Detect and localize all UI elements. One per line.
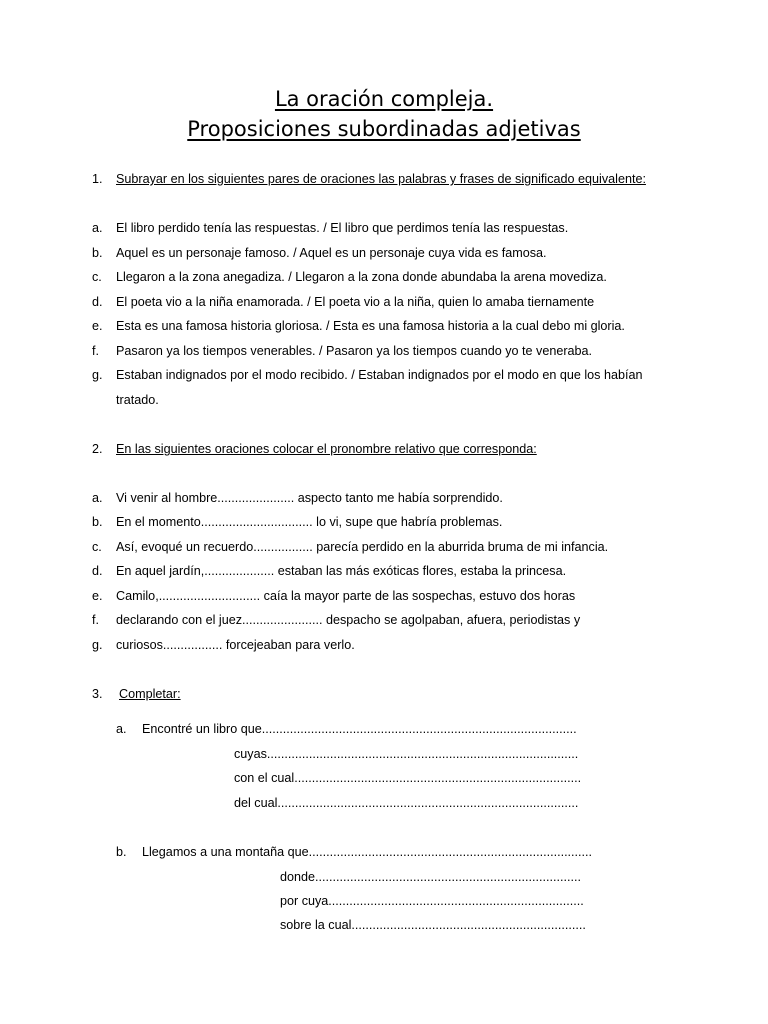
fill-in-line: Encontré un libro que..........................................................................................: [142, 722, 577, 736]
fill-in-line: sobre la cual...................................................................: [280, 918, 586, 932]
title-line-2: Proposiciones subordinadas adjetivas: [187, 117, 581, 141]
list-item: Vi venir al hombre...................... aspecto tanto me había sorprendido.: [116, 491, 503, 505]
section-3-number: 3.: [92, 687, 103, 701]
list-item: declarando con el juez....................... despacho se agolpaban, afuera, periodistas y: [116, 613, 581, 627]
item-marker: g.: [92, 368, 103, 382]
section-1-heading: Subrayar en los siguientes pares de oraciones las palabras y frases de significado equivalente:: [116, 172, 646, 186]
item-marker: c.: [92, 270, 102, 284]
item-marker: e.: [92, 589, 103, 603]
list-item: El libro perdido tenía las respuestas. / El libro que perdimos tenía las respuestas.: [116, 221, 569, 235]
fill-in-line: con el cual..................................................................................: [234, 771, 582, 785]
item-marker: e.: [92, 319, 103, 333]
item-marker: f.: [92, 613, 99, 627]
item-marker: c.: [92, 540, 102, 554]
list-item: Esta es una famosa historia gloriosa. / Esta es una famosa historia a la cual debo mi gloria.: [116, 319, 625, 333]
fill-in-line: Llegamos a una montaña que.................................................................................: [142, 845, 593, 859]
item-marker: d.: [92, 564, 103, 578]
fill-in-line: cuyas.........................................................................................: [234, 747, 579, 761]
list-item: Así, evoqué un recuerdo................. parecía perdido en la aburrida bruma de mi infancia.: [116, 540, 609, 554]
list-item: En el momento................................ lo vi, supe que habría problemas.: [116, 515, 503, 529]
section-2-heading: En las siguientes oraciones colocar el pronombre relativo que corresponda:: [116, 442, 537, 456]
subitem-marker: a.: [116, 722, 127, 736]
fill-in-line: por cuya.........................................................................: [280, 894, 584, 908]
list-item: En aquel jardín,.................... estaban las más exóticas flores, estaba la princesa.: [116, 564, 567, 578]
title-line-1: La oración compleja.: [274, 87, 494, 111]
subitem-marker: b.: [116, 845, 127, 859]
list-item: curiosos................. forcejeaban para verlo.: [116, 638, 355, 652]
section-2-number: 2.: [92, 442, 103, 456]
item-marker: b.: [92, 515, 103, 529]
item-marker: g.: [92, 638, 103, 652]
section-1-number: 1.: [92, 172, 103, 186]
list-item: Aquel es un personaje famoso. / Aquel es un personaje cuya vida es famosa.: [116, 246, 547, 260]
fill-in-line: del cual......................................................................................: [234, 796, 579, 810]
list-item: Estaban indignados por el modo recibido. / Estaban indignados por el modo en que los habían: [116, 368, 643, 382]
fill-in-line: donde............................................................................: [280, 870, 581, 884]
list-item: Llegaron a la zona anegadiza. / Llegaron a la zona donde abundaba la arena movediza.: [116, 270, 607, 284]
list-item: Pasaron ya los tiempos venerables. / Pasaron ya los tiempos cuando yo te veneraba.: [116, 344, 593, 358]
list-item: Camilo,............................. caía la mayor parte de las sospechas, estuvo dos horas: [116, 589, 576, 603]
item-marker: b.: [92, 246, 103, 260]
section-3-heading: Completar:: [119, 687, 181, 701]
list-item: El poeta vio a la niña enamorada. / El poeta vio a la niña, quien lo amaba tiernamente: [116, 295, 595, 309]
item-marker: d.: [92, 295, 103, 309]
item-marker: a.: [92, 491, 103, 505]
list-item-continuation: tratado.: [116, 393, 159, 407]
item-marker: f.: [92, 344, 99, 358]
item-marker: a.: [92, 221, 103, 235]
